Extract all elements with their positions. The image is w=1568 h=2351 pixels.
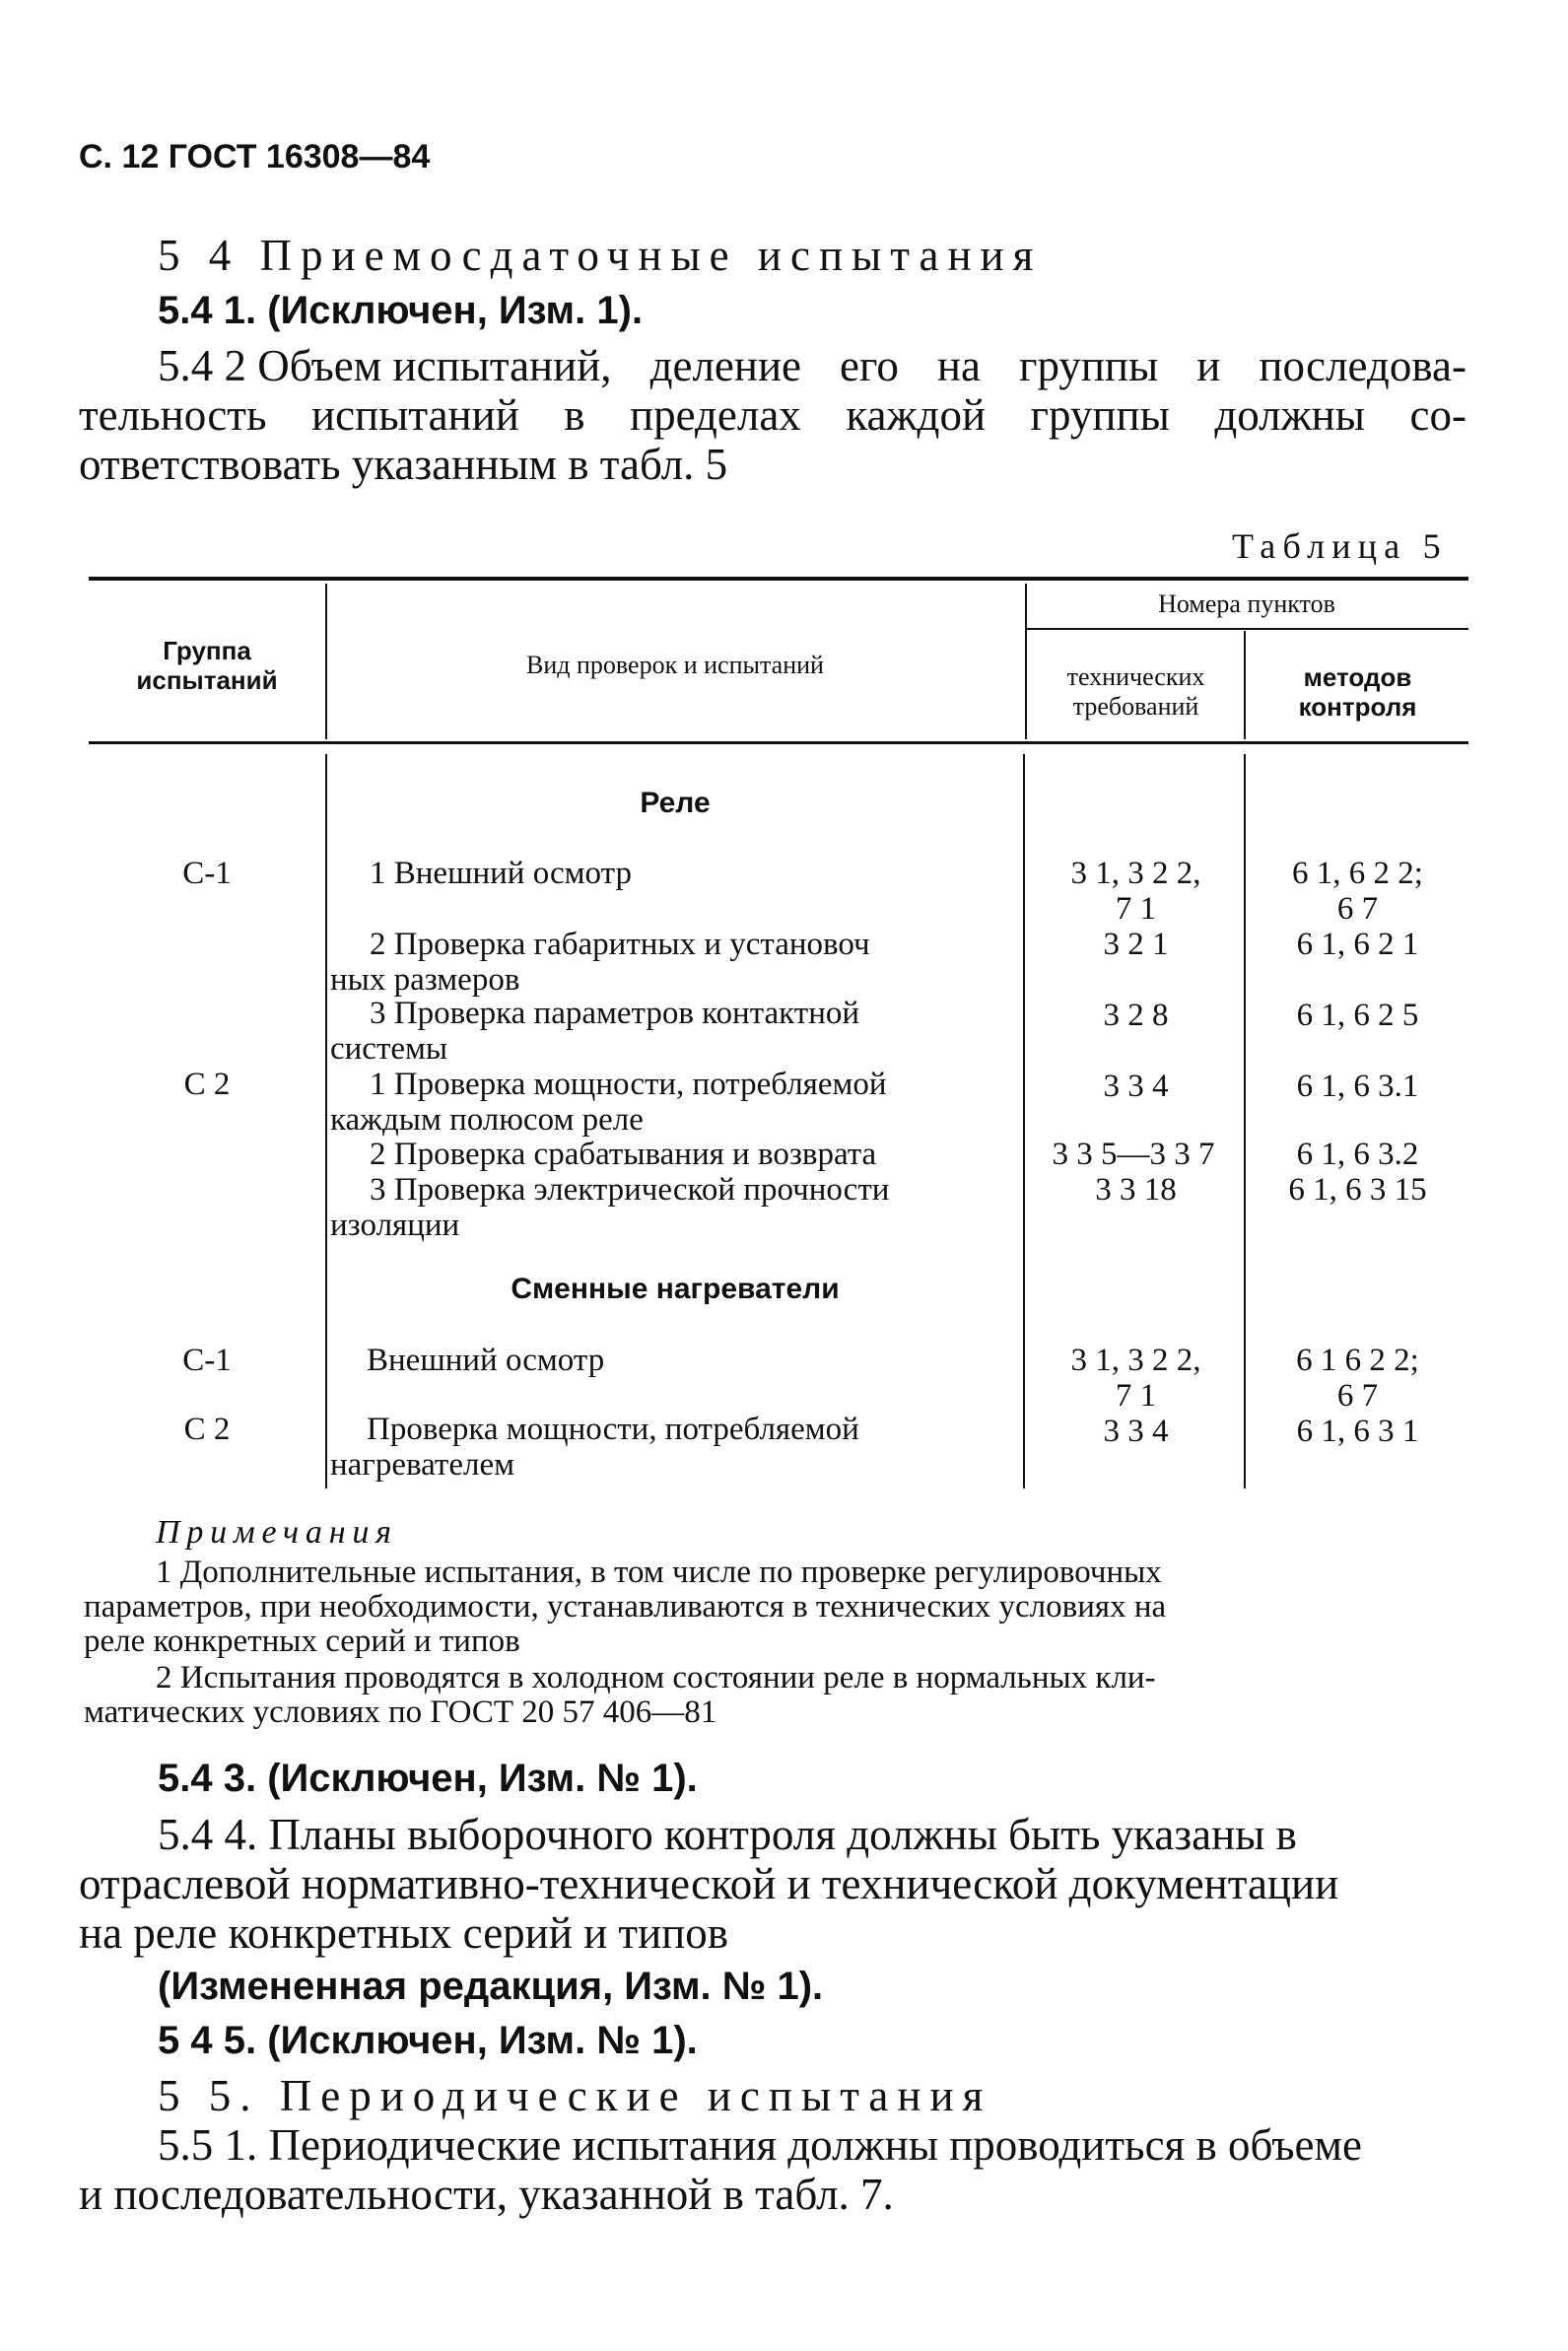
row-group: С-1 (182, 1343, 232, 1378)
table-header-rule (89, 741, 1468, 744)
section-title-55: 5 5. Периодические испытания (158, 2071, 992, 2120)
row-check: 1 Проверка мощности, потребляемой каждым полюсом реле (330, 1067, 887, 1138)
para-545: 5 4 5. (Исключен, Изм. № 1). (158, 2019, 698, 2062)
para-544-line1: 5.4 4. Планы выборочного контроля должны быть указаны в (158, 1810, 1297, 1859)
row-check: 3 Проверка электрической прочности изоляции (330, 1172, 890, 1243)
section-title-54: 5 4 Приемосдаточные испытания (158, 231, 1043, 280)
row-methods: 6 1, 6 3.1 (1296, 1069, 1419, 1104)
row-tech: 3 3 18 (1095, 1172, 1177, 1208)
row-check: 2 Проверка срабатывания и возврата (370, 1137, 877, 1172)
row-tech: 3 2 1 (1103, 927, 1169, 962)
row-group: С 2 (183, 1412, 231, 1447)
table-top-rule (89, 577, 1468, 581)
para-544-line2: отраслевой нормативно-технической и технической документации (79, 1859, 1339, 1908)
row-methods: 6 1, 6 2 1 (1296, 927, 1419, 962)
row-methods: 6 1, 6 2 2; 6 7 (1292, 856, 1423, 927)
row-group: С-1 (182, 856, 232, 891)
header-divider-1 (325, 584, 327, 739)
row-check: 3 Проверка параметров контактной системы (330, 996, 860, 1067)
note-1-line3: реле конкретных серий и типов (84, 1624, 520, 1659)
row-methods: 6 1, 6 3 15 (1288, 1172, 1427, 1208)
row-methods: 6 1, 6 2 5 (1296, 998, 1419, 1033)
row-tech: 3 3 5—3 3 7 (1052, 1137, 1215, 1172)
header-methods: методов контроля (1298, 662, 1417, 722)
table-caption: Таблица 5 (1232, 526, 1448, 566)
para-544-line3: на реле конкретных серий и типов (79, 1908, 729, 1958)
para-542-line1: 5.4 2 Объем испытаний, деление его на группы и последова- (158, 341, 1466, 390)
para-551-line1: 5.5 1. Периодические испытания должны проводиться в объеме (158, 2120, 1362, 2170)
para-544-amendment: (Измененная редакция, Изм. № 1). (158, 1965, 824, 2008)
row-tech: 3 3 4 (1103, 1069, 1169, 1104)
para-542-line2: тельность испытаний в пределах каждой группы должны со- (79, 390, 1466, 440)
page-header: С. 12 ГОСТ 16308—84 (79, 138, 431, 175)
header-type: Вид проверок и испытаний (526, 651, 824, 679)
table-subheader-rule (1025, 628, 1468, 630)
row-tech: 3 2 8 (1103, 998, 1169, 1033)
row-methods: 6 1, 6 3.2 (1296, 1137, 1419, 1172)
body-divider-1 (325, 754, 327, 1488)
para-543: 5.4 3. (Исключен, Изм. № 1). (158, 1757, 698, 1800)
note-1-line2: параметров, при необходимости, устанавливаются в технических условиях на (84, 1589, 1167, 1625)
row-tech: 3 1, 3 2 2, 7 1 (1070, 856, 1201, 927)
para-551-line2: и последовательности, указанной в табл. 7. (79, 2170, 894, 2219)
row-check: Внешний осмотр (367, 1343, 605, 1378)
note-1-line1: 1 Дополнительные испытания, в том числе по проверке регулировочных (156, 1555, 1162, 1590)
row-check: 1 Внешний осмотр (370, 856, 632, 891)
row-tech: 3 3 4 (1103, 1414, 1169, 1449)
body-divider-2 (1023, 754, 1025, 1488)
row-methods: 6 1 6 2 2; 6 7 (1296, 1343, 1419, 1414)
header-numbers: Номера пунктов (1158, 589, 1335, 618)
row-group: С 2 (183, 1067, 231, 1102)
header-group: Группа испытаний (136, 636, 278, 695)
para-541: 5.4 1. (Исключен, Изм. 1). (158, 289, 644, 332)
row-check: 2 Проверка габаритных и установоч ных размеров (330, 927, 870, 998)
header-divider-3 (1244, 631, 1246, 739)
section-relay: Реле (640, 787, 711, 819)
header-tech: технических требований (1066, 662, 1205, 721)
row-tech: 3 1, 3 2 2, 7 1 (1070, 1343, 1201, 1414)
para-542-line3: ответствовать указанным в табл. 5 (79, 440, 728, 489)
notes-title: Примечания (156, 1514, 398, 1551)
body-divider-3 (1244, 754, 1246, 1488)
note-2-line2: матических условиях по ГОСТ 20 57 406—81 (84, 1694, 717, 1730)
note-2-line1: 2 Испытания проводятся в холодном состоянии реле в нормальных кли- (156, 1660, 1156, 1695)
row-check: Проверка мощности, потребляемой нагревателем (330, 1412, 859, 1483)
section-heaters: Сменные нагреватели (511, 1273, 840, 1305)
row-methods: 6 1, 6 3 1 (1296, 1414, 1419, 1449)
